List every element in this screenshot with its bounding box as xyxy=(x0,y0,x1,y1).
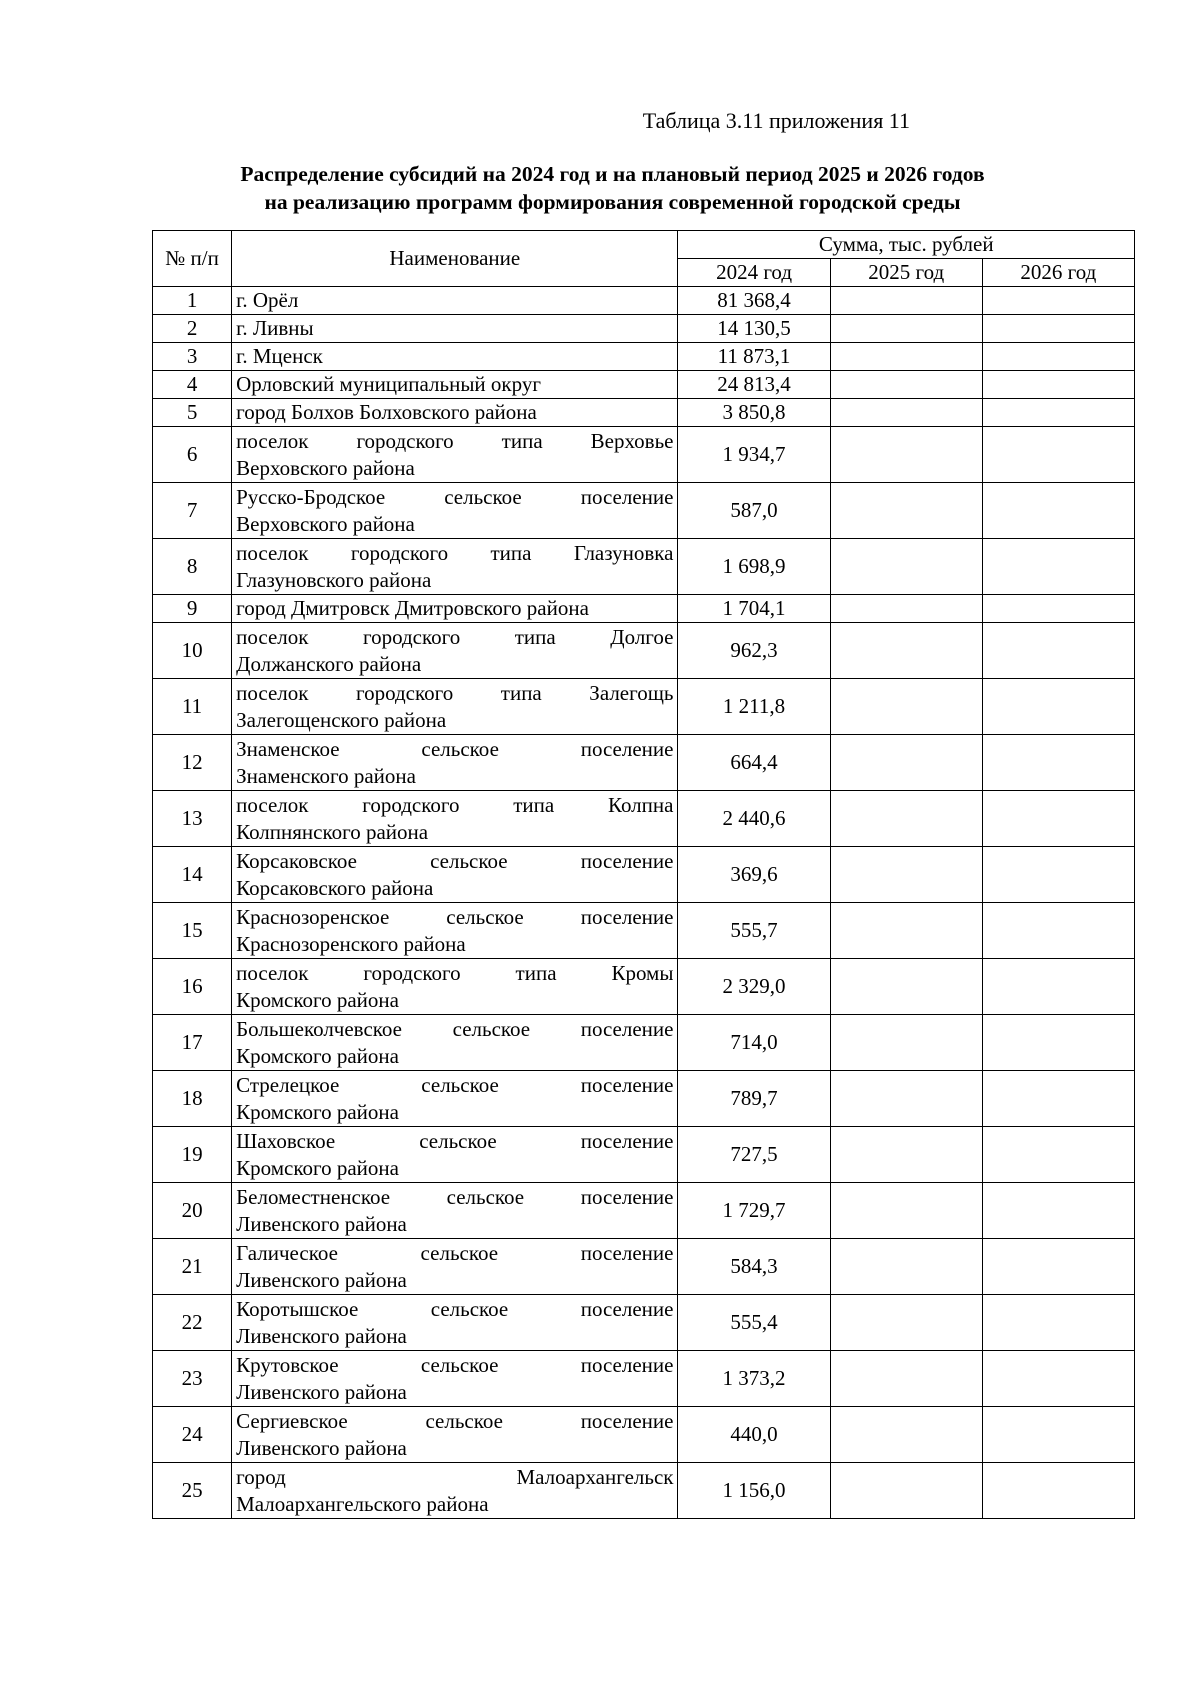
row-name-line-2: Верховского района xyxy=(236,511,415,536)
row-name-line-1: Русско-Бродское сельское поселение xyxy=(236,484,674,509)
amount-2024: 1 698,9 xyxy=(678,539,830,595)
row-name xyxy=(232,847,678,903)
row-number: 19 xyxy=(153,1127,232,1183)
row-name xyxy=(232,1239,678,1295)
title-line-2: на реализацию программ формирования современной городской среды xyxy=(264,190,961,214)
amount-2024: 664,4 xyxy=(678,735,830,791)
row-name-line-1: поселок городского типа Колпна xyxy=(236,792,674,817)
row-name-line-2: Корсаковского района xyxy=(236,875,434,900)
amount-2025 xyxy=(830,1295,982,1351)
row-name-line-2: Ливенского района xyxy=(236,1211,407,1236)
table-row xyxy=(153,595,1135,623)
amount-2026 xyxy=(982,539,1134,595)
row-name-line-1: Шаховское сельское поселение xyxy=(236,1128,674,1153)
row-number: 2 xyxy=(153,315,232,343)
row-name-line-1: поселок городского типа Долгое xyxy=(236,624,674,649)
amount-2024: 789,7 xyxy=(678,1071,830,1127)
amount-2026 xyxy=(982,959,1134,1015)
amount-2026 xyxy=(982,1183,1134,1239)
subsidy-table xyxy=(152,230,1135,1519)
row-name-line-2: Ливенского района xyxy=(236,1267,407,1292)
row-number: 23 xyxy=(153,1351,232,1407)
amount-2026 xyxy=(982,735,1134,791)
row-name xyxy=(232,791,678,847)
table-row xyxy=(153,1351,1135,1407)
row-number: 9 xyxy=(153,595,232,623)
amount-2026 xyxy=(982,315,1134,343)
row-name xyxy=(232,539,678,595)
amount-2026 xyxy=(982,1407,1134,1463)
row-name xyxy=(232,371,678,399)
amount-2026 xyxy=(982,371,1134,399)
table-row xyxy=(153,343,1135,371)
table-body xyxy=(153,287,1135,1519)
row-name xyxy=(232,1351,678,1407)
header-name: Наименование xyxy=(232,231,678,287)
table-row xyxy=(153,1071,1135,1127)
row-name xyxy=(232,1015,678,1071)
amount-2025 xyxy=(830,399,982,427)
row-name-line-1: г. Мценск xyxy=(236,344,323,368)
table-row xyxy=(153,287,1135,315)
amount-2025 xyxy=(830,1407,982,1463)
amount-2024: 2 329,0 xyxy=(678,959,830,1015)
row-name xyxy=(232,315,678,343)
row-name-line-2: Должанского района xyxy=(236,651,422,676)
row-number: 17 xyxy=(153,1015,232,1071)
amount-2025 xyxy=(830,1463,982,1519)
row-number: 13 xyxy=(153,791,232,847)
row-name xyxy=(232,1407,678,1463)
amount-2026 xyxy=(982,287,1134,315)
amount-2025 xyxy=(830,427,982,483)
amount-2024: 1 211,8 xyxy=(678,679,830,735)
row-number: 24 xyxy=(153,1407,232,1463)
row-name-line-1: поселок городского типа Кромы xyxy=(236,960,674,985)
row-name-line-1: Краснозоренское сельское поселение xyxy=(236,904,674,929)
row-number: 16 xyxy=(153,959,232,1015)
row-name xyxy=(232,959,678,1015)
amount-2025 xyxy=(830,315,982,343)
row-number: 18 xyxy=(153,1071,232,1127)
row-name-line-2: Краснозоренского района xyxy=(236,931,466,956)
row-name xyxy=(232,399,678,427)
row-number: 1 xyxy=(153,287,232,315)
row-number: 3 xyxy=(153,343,232,371)
row-name xyxy=(232,735,678,791)
row-name-line-2: Кромского района xyxy=(236,1043,399,1068)
table-row xyxy=(153,371,1135,399)
header-year-2024: 2024 год xyxy=(678,259,830,287)
amount-2026 xyxy=(982,1015,1134,1071)
header-year-2026: 2026 год xyxy=(982,259,1134,287)
amount-2024: 555,4 xyxy=(678,1295,830,1351)
row-name-line-2: Верховского района xyxy=(236,455,415,480)
amount-2025 xyxy=(830,287,982,315)
amount-2024: 727,5 xyxy=(678,1127,830,1183)
row-number: 11 xyxy=(153,679,232,735)
row-name-line-1: поселок городского типа Залегощь xyxy=(236,680,674,705)
row-name xyxy=(232,483,678,539)
amount-2024: 714,0 xyxy=(678,1015,830,1071)
row-name-line-1: Орловский муниципальный округ xyxy=(236,372,541,396)
row-name-line-1: Сергиевское сельское поселение xyxy=(236,1408,674,1433)
row-number: 15 xyxy=(153,903,232,959)
row-name xyxy=(232,1183,678,1239)
amount-2024: 584,3 xyxy=(678,1239,830,1295)
table-row xyxy=(153,427,1135,483)
amount-2025 xyxy=(830,679,982,735)
row-name xyxy=(232,679,678,735)
table-row xyxy=(153,1295,1135,1351)
row-name-line-2: Ливенского района xyxy=(236,1435,407,1460)
table-row xyxy=(153,1183,1135,1239)
row-name-line-2: Малоархангельского района xyxy=(236,1491,489,1516)
amount-2025 xyxy=(830,1127,982,1183)
document-title xyxy=(150,160,1075,216)
row-name xyxy=(232,623,678,679)
table-row xyxy=(153,399,1135,427)
amount-2025 xyxy=(830,959,982,1015)
amount-2026 xyxy=(982,1351,1134,1407)
row-name-line-1: Стрелецкое сельское поселение xyxy=(236,1072,674,1097)
row-name-line-1: г. Орёл xyxy=(236,288,299,312)
amount-2026 xyxy=(982,1463,1134,1519)
amount-2024: 587,0 xyxy=(678,483,830,539)
amount-2024: 369,6 xyxy=(678,847,830,903)
amount-2025 xyxy=(830,623,982,679)
amount-2024: 1 704,1 xyxy=(678,595,830,623)
row-name xyxy=(232,595,678,623)
amount-2025 xyxy=(830,539,982,595)
row-number: 7 xyxy=(153,483,232,539)
row-name-line-2: Ливенского района xyxy=(236,1323,407,1348)
header-num: № п/п xyxy=(153,231,232,287)
row-name-line-1: город Болхов Болховского района xyxy=(236,400,537,424)
row-name xyxy=(232,343,678,371)
amount-2025 xyxy=(830,1015,982,1071)
amount-2025 xyxy=(830,847,982,903)
row-name-line-1: Беломестненское сельское поселение xyxy=(236,1184,674,1209)
row-name-line-2: Глазуновского района xyxy=(236,567,432,592)
table-row xyxy=(153,679,1135,735)
amount-2026 xyxy=(982,427,1134,483)
table-row xyxy=(153,483,1135,539)
row-name-line-1: Знаменское сельское поселение xyxy=(236,736,674,761)
header-year-2025: 2025 год xyxy=(830,259,982,287)
row-name-line-2: Ливенского района xyxy=(236,1379,407,1404)
row-number: 14 xyxy=(153,847,232,903)
row-name-line-1: Крутовское сельское поселение xyxy=(236,1352,674,1377)
amount-2024: 555,7 xyxy=(678,903,830,959)
table-row xyxy=(153,903,1135,959)
amount-2026 xyxy=(982,1295,1134,1351)
row-name-line-2: Колпнянского района xyxy=(236,819,429,844)
row-name-line-2: Кромского района xyxy=(236,1155,399,1180)
row-name xyxy=(232,1071,678,1127)
amount-2025 xyxy=(830,371,982,399)
amount-2025 xyxy=(830,735,982,791)
row-name-line-1: Большеколчевское сельское поселение xyxy=(236,1016,674,1041)
row-number: 8 xyxy=(153,539,232,595)
table-row xyxy=(153,959,1135,1015)
row-name xyxy=(232,1463,678,1519)
row-name-line-1: Галическое сельское поселение xyxy=(236,1240,674,1265)
amount-2025 xyxy=(830,595,982,623)
row-name xyxy=(232,427,678,483)
amount-2024: 1 373,2 xyxy=(678,1351,830,1407)
table-header xyxy=(153,231,1135,287)
row-name xyxy=(232,287,678,315)
amount-2026 xyxy=(982,1239,1134,1295)
amount-2025 xyxy=(830,1351,982,1407)
amount-2024: 81 368,4 xyxy=(678,287,830,315)
table-row xyxy=(153,847,1135,903)
table-caption: Таблица 3.11 приложения 11 xyxy=(642,108,910,133)
amount-2025 xyxy=(830,1071,982,1127)
row-name-line-1: г. Ливны xyxy=(236,316,314,340)
amount-2026 xyxy=(982,483,1134,539)
row-number: 5 xyxy=(153,399,232,427)
amount-2025 xyxy=(830,791,982,847)
row-name-line-2: Залегощенского района xyxy=(236,707,447,732)
table-row xyxy=(153,315,1135,343)
table-row xyxy=(153,735,1135,791)
title-line-1: Распределение субсидий на 2024 год и на плановый период 2025 и 2026 годов xyxy=(240,162,985,186)
table-row xyxy=(153,1015,1135,1071)
row-name-line-2: Знаменского района xyxy=(236,763,416,788)
row-number: 25 xyxy=(153,1463,232,1519)
amount-2026 xyxy=(982,1071,1134,1127)
row-number: 20 xyxy=(153,1183,232,1239)
table-row xyxy=(153,791,1135,847)
row-name xyxy=(232,903,678,959)
row-name-line-1: поселок городского типа Глазуновка xyxy=(236,540,674,565)
row-number: 4 xyxy=(153,371,232,399)
amount-2026 xyxy=(982,903,1134,959)
row-number: 21 xyxy=(153,1239,232,1295)
row-name xyxy=(232,1295,678,1351)
row-number: 6 xyxy=(153,427,232,483)
amount-2025 xyxy=(830,903,982,959)
amount-2024: 962,3 xyxy=(678,623,830,679)
amount-2026 xyxy=(982,679,1134,735)
amount-2026 xyxy=(982,847,1134,903)
amount-2025 xyxy=(830,1183,982,1239)
table-row xyxy=(153,1127,1135,1183)
row-name-line-1: город Малоархангельск xyxy=(236,1464,674,1489)
row-name-line-1: поселок городского типа Верховье xyxy=(236,428,674,453)
amount-2026 xyxy=(982,399,1134,427)
amount-2024: 1 729,7 xyxy=(678,1183,830,1239)
amount-2026 xyxy=(982,791,1134,847)
table-row xyxy=(153,623,1135,679)
row-number: 12 xyxy=(153,735,232,791)
amount-2024: 3 850,8 xyxy=(678,399,830,427)
row-name-line-1: город Дмитровск Дмитровского района xyxy=(236,596,589,620)
row-number: 22 xyxy=(153,1295,232,1351)
amount-2024: 14 130,5 xyxy=(678,315,830,343)
row-name xyxy=(232,1127,678,1183)
table-row xyxy=(153,1407,1135,1463)
amount-2026 xyxy=(982,595,1134,623)
amount-2026 xyxy=(982,623,1134,679)
table-row xyxy=(153,1463,1135,1519)
amount-2024: 24 813,4 xyxy=(678,371,830,399)
row-name-line-1: Корсаковское сельское поселение xyxy=(236,848,674,873)
row-number: 10 xyxy=(153,623,232,679)
amount-2024: 1 156,0 xyxy=(678,1463,830,1519)
amount-2025 xyxy=(830,1239,982,1295)
row-name-line-1: Коротышское сельское поселение xyxy=(236,1296,674,1321)
row-name-line-2: Кромского района xyxy=(236,987,399,1012)
amount-2024: 2 440,6 xyxy=(678,791,830,847)
amount-2026 xyxy=(982,1127,1134,1183)
amount-2025 xyxy=(830,483,982,539)
amount-2025 xyxy=(830,343,982,371)
table-row xyxy=(153,1239,1135,1295)
amount-2024: 440,0 xyxy=(678,1407,830,1463)
table-row xyxy=(153,539,1135,595)
amount-2024: 11 873,1 xyxy=(678,343,830,371)
amount-2026 xyxy=(982,343,1134,371)
header-sum: Сумма, тыс. рублей xyxy=(678,231,1135,259)
row-name-line-2: Кромского района xyxy=(236,1099,399,1124)
amount-2024: 1 934,7 xyxy=(678,427,830,483)
